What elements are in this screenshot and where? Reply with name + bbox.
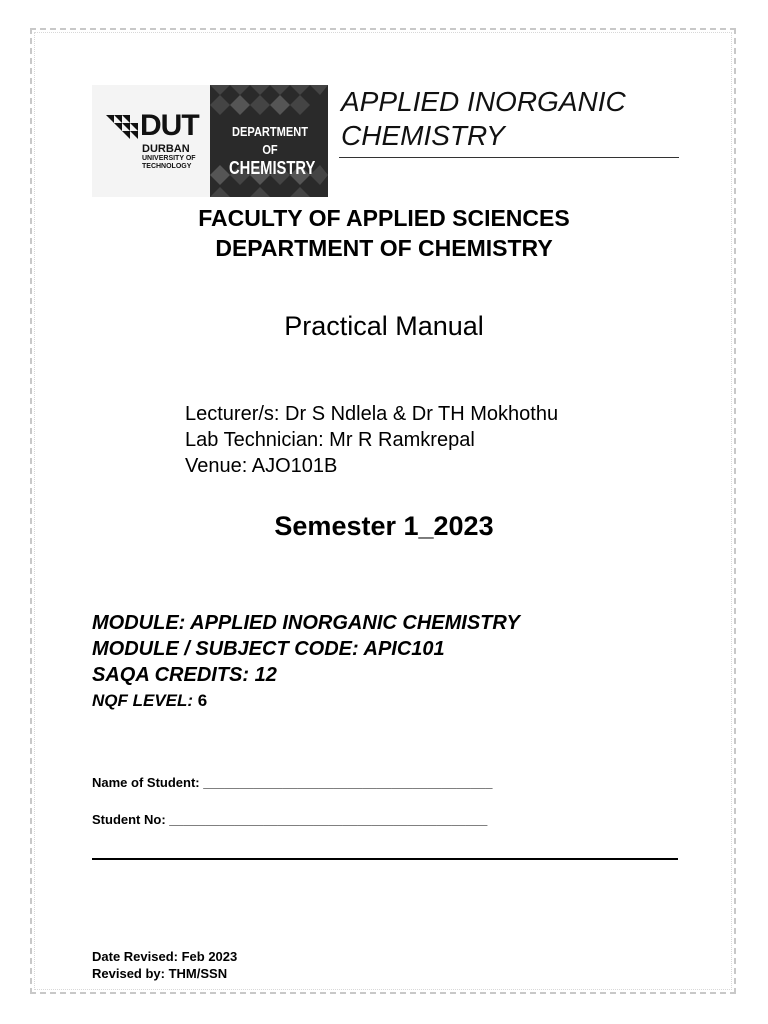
dut-triangle-mark-icon bbox=[106, 115, 140, 139]
student-number-field[interactable]: Student No: ____________________________________________ bbox=[92, 812, 488, 827]
dut-subtitle-line2: TECHNOLOGY bbox=[142, 163, 192, 170]
dut-logo bbox=[92, 85, 210, 197]
semester: Semester 1_2023 bbox=[274, 511, 494, 541]
dut-subtitle-line1: UNIVERSITY OF bbox=[142, 155, 196, 162]
dut-subtitle bbox=[142, 155, 196, 171]
revised-by: Revised by: THM/SSN bbox=[92, 966, 228, 981]
department-badge bbox=[210, 85, 328, 197]
dut-wordmark: DUT bbox=[140, 109, 199, 142]
nqf-level bbox=[92, 688, 520, 714]
department-name: DEPARTMENT OF CHEMISTRY bbox=[215, 235, 553, 261]
saqa-credits: SAQA CREDITS: 12 bbox=[92, 664, 277, 686]
faculty-name: FACULTY OF APPLIED SCIENCES bbox=[198, 205, 570, 231]
subject-title-line2: CHEMISTRY bbox=[341, 120, 505, 151]
section-divider bbox=[92, 858, 678, 860]
date-revised: Date Revised: Feb 2023 bbox=[92, 949, 238, 964]
venue: Venue: AJO101B bbox=[185, 455, 338, 477]
staff-info bbox=[185, 401, 558, 479]
nqf-level-label: NQF LEVEL: bbox=[92, 691, 194, 710]
module-info bbox=[92, 610, 520, 714]
module-name: MODULE: APPLIED INORGANIC CHEMISTRY bbox=[92, 612, 520, 634]
subject-title-line1: APPLIED INORGANIC bbox=[341, 86, 626, 117]
faculty-heading bbox=[0, 203, 768, 263]
module-code: MODULE / SUBJECT CODE: APIC101 bbox=[92, 638, 445, 660]
revision-info bbox=[92, 948, 237, 982]
lecturers: Lecturer/s: Dr S Ndlela & Dr TH Mokhothu bbox=[185, 403, 559, 425]
document-title: Practical Manual bbox=[284, 311, 484, 341]
dut-city: DURBAN bbox=[142, 143, 190, 155]
badge-line2: CHEMISTRY bbox=[229, 158, 316, 178]
lab-technician: Lab Technician: Mr R Ramkrepal bbox=[185, 429, 475, 451]
student-fields bbox=[92, 775, 492, 849]
subject-underline bbox=[339, 157, 679, 158]
badge-line1: DEPARTMENT OF bbox=[232, 124, 308, 157]
dut-department-logo bbox=[92, 85, 328, 197]
nqf-level-value: 6 bbox=[197, 691, 208, 710]
student-name-field[interactable]: Name of Student: ________________________________________ bbox=[92, 775, 493, 790]
department-badge-text bbox=[220, 123, 320, 177]
subject-title bbox=[341, 85, 626, 153]
